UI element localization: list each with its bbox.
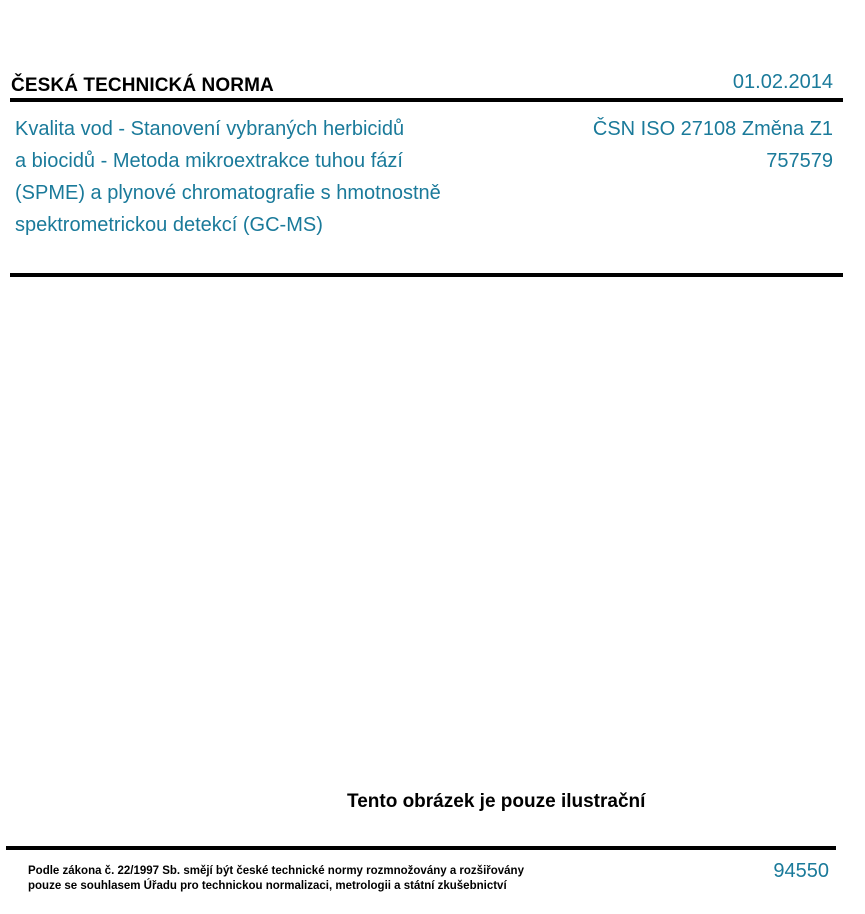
legal-notice-line: Podle zákona č. 22/1997 Sb. smějí být české technické normy rozmnožovány a rozšiřovány: [28, 865, 524, 877]
document-title-line: a biocidů - Metoda mikroextrakce tuhou fází: [15, 150, 403, 172]
document-reference: [593, 113, 833, 177]
publication-date: 01.02.2014: [732, 71, 833, 93]
document-title-line: Kvalita vod - Stanovení vybraných herbicidů: [15, 118, 405, 140]
legal-notice-line: pouze se souhlasem Úřadu pro technickou normalizaci, metrologii a státní zkušebnictví: [28, 880, 507, 892]
document-title-line: (SPME) a plynové chromatografie s hmotnostně: [15, 182, 441, 204]
document-title: [15, 113, 535, 241]
document-title-line: spektrometrickou detekcí (GC-MS): [15, 214, 323, 236]
footer-number: 94550: [773, 860, 829, 882]
footer-divider: [6, 846, 836, 850]
header-title: ČESKÁ TECHNICKÁ NORMA: [11, 75, 274, 96]
illustration-note: Tento obrázek je pouze ilustrační: [347, 791, 646, 812]
legal-notice: [28, 864, 524, 894]
title-divider: [10, 273, 843, 277]
header-divider: [10, 98, 843, 102]
catalog-number: 757579: [766, 150, 833, 172]
standard-id: ČSN ISO 27108 Změna Z1: [592, 118, 833, 140]
